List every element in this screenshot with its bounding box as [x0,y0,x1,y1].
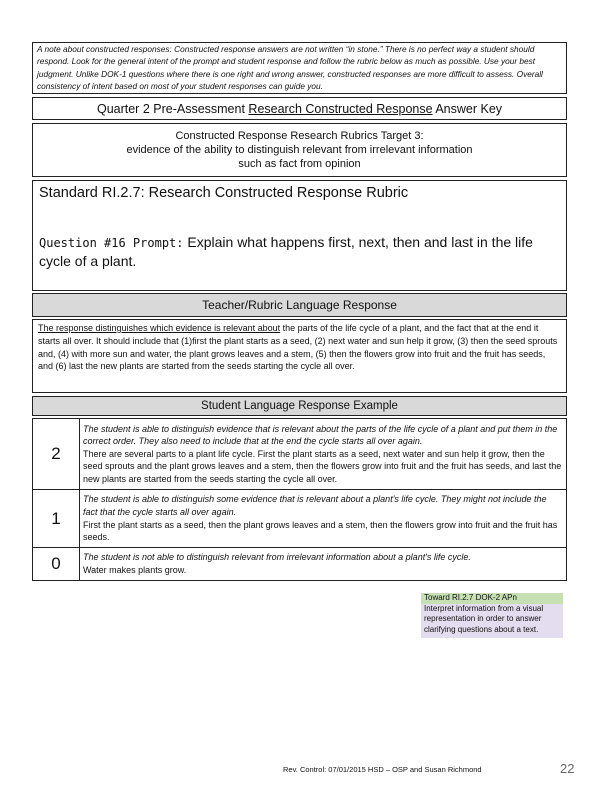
example-text: First the plant starts as a seed, then the plant grows leaves and a stem, then the flowers grow into fruit and the fruit has seeds. [83,519,558,543]
target-line2: evidence of the ability to distinguish relevant from irrelevant information [126,144,473,156]
target-line3: such as fact from opinion [238,158,361,170]
title-underlined: Research Constructed Response [248,102,433,116]
student-response-heading: Student Language Response Example [32,396,567,416]
score-cell: 0 [33,548,80,581]
question-text: Explain what happens first, next, then and last in the life cycle of a plant. [39,234,533,269]
description-cell [80,419,567,490]
criteria-text: The student is not able to distinguish relevant from irrelevant information about a plant's life cycle. [83,552,471,563]
title-prefix: Quarter 2 Pre-Assessment [96,102,249,116]
standard-heading: Standard RI.2.7: Research Constructed Response Rubric [39,185,409,201]
table-row [33,490,567,548]
table-row [33,419,567,490]
teacher-text: the parts of the life cycle of a plant, and the fact that at the end it starts all over. It should include that (1)first the plant starts as a seed, (2) next water and sun help it grow, (3) then the seed sprouts and, (4) with more sun and water, the plant grows leaves and a stem, (5) then the flowers grow into fruit and the fruit has seeds, and (6) last the new plants are started from the seeds starting the cycle all over. [38,323,558,372]
criteria-text: The student is able to distinguish evidence that is relevant about the parts of the life cycle of a plant and put them in the correct order. They also need to include that at the end the cycle starts all over again. [83,423,558,447]
page-title [32,97,567,120]
teacher-response-body [32,319,567,393]
target-line1: Constructed Response Research Rubrics Target 3: [175,130,424,142]
table-row [33,548,567,581]
constructed-response-note [32,42,567,94]
dok-box [421,593,563,638]
score-cell: 1 [33,490,80,548]
description-cell [80,548,567,581]
question-label: Question #16 Prompt: [39,236,184,250]
teacher-response-heading: Teacher/Rubric Language Response [32,293,567,317]
score-cell: 2 [33,419,80,490]
standard-section [32,180,567,291]
title-suffix: Answer Key [432,102,503,116]
note-text: A note about constructed responses: Constructed response answers are not written “in stone.” There is no perfect way a student should respond. Look for the general intent of the prompt and student response and follow the rubric below as much as possible. Use your best judgment. Unlike DOK-1 questions where there is one right and wrong answer, constructed responses are more difficult to assess. Overall consistency of intent based on most of your student responses can guide you. [37,44,543,91]
footer-revision: Rev. Control: 07/01/2015 HSD – OSP and Susan Richmond [283,765,482,774]
page-number: 22 [560,761,575,776]
example-text: There are several parts to a plant life cycle. First the plant starts as a seed, next water and sun help it grow, then the seed sprouts and the plant grows leaves and a stem, then the flowers grow into fruit and the fruit has seeds, and last the new plants are started from the seeds starting the cycle all over. [83,448,562,484]
dok-heading: Toward RI.2.7 DOK-2 APn [421,593,563,604]
criteria-text: The student is able to distinguish some evidence that is relevant about a plant's life cycle. They might not include the fact that the cycle starts all over again. [83,494,547,517]
question-prompt [39,233,560,270]
student-rubric-table [32,418,567,581]
teacher-underlined: The response distinguishes which evidence is relevant about [38,323,281,333]
example-text: Water makes plants grow. [83,565,187,575]
rubric-target [32,123,567,177]
dok-text: Interpret information from a visual representation in order to answer clarifying questions about a text. [421,604,563,638]
description-cell [80,490,567,548]
